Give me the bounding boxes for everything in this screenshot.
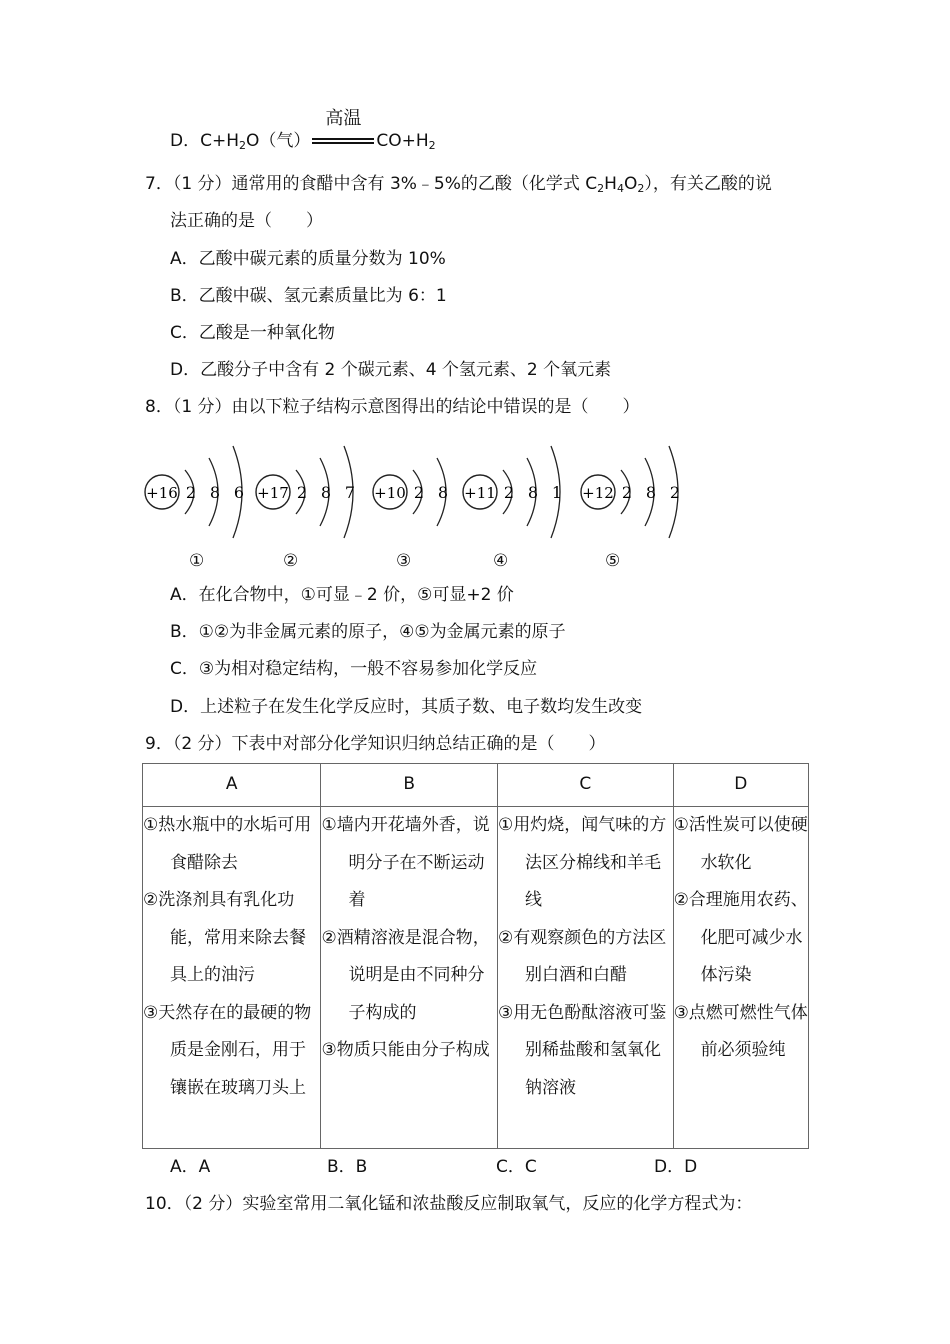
electron-count: 8: [645, 483, 657, 502]
list-item: ②洗涤剂具有乳化功能，常用来除去餐具上的油污: [143, 890, 306, 985]
header-c: C: [498, 764, 674, 807]
cell-d: [673, 807, 808, 1149]
electron-count: 2: [413, 483, 425, 502]
electron-count: 8: [320, 483, 332, 502]
header-d: D: [673, 764, 808, 807]
electron-count: 8: [527, 483, 539, 502]
atom-diagram-3: [373, 458, 448, 526]
atom-diagram-5: [581, 446, 680, 538]
q8-stem: 8．（1 分）由以下粒子结构示意图得出的结论中错误的是（ ）: [145, 397, 640, 417]
electron-count: 8: [209, 483, 221, 502]
particle-structure-diagrams: [140, 428, 700, 546]
list-item: ③点燃可燃性气体前必须验纯: [673, 1002, 808, 1060]
cell-a: [143, 807, 321, 1149]
atom-diagram-4: [463, 446, 562, 538]
atom-label-2: ②: [283, 551, 299, 571]
knowledge-table: [142, 763, 809, 1149]
list-item: ①热水瓶中的水垢可用食醋除去: [143, 815, 312, 873]
atom-label-4: ④: [493, 551, 509, 571]
q7-stem: 7．（1 分）通常用的食醋中含有 3%﹣5%的乙酸（化学式 $C_2H_4O_2$），有关乙酸的说: [145, 174, 772, 195]
electron-count: 2: [296, 483, 308, 502]
header-a: A: [143, 764, 321, 807]
electron-count: 8: [437, 483, 449, 502]
q7-option-a: A．乙酸中碳元素的质量分数为 10%: [170, 249, 446, 269]
nucleus-charge: +17: [257, 484, 289, 502]
list-item: ③用无色酚酞溶液可鉴别稀盐酸和氢氧化钠溶液: [498, 1002, 667, 1098]
q9-option-d: D．D: [654, 1157, 698, 1177]
electron-count: 7: [344, 483, 356, 502]
electron-count: 1: [551, 483, 563, 502]
atom-diagram-2: [256, 446, 355, 538]
q9-stem: 9．（2 分）下表中对部分化学知识归纳总结正确的是（ ）: [145, 734, 606, 754]
list-item: ③天然存在的最硬的物质是金刚石，用于镶嵌在玻璃刀头上: [143, 1002, 312, 1098]
table-header-row: [143, 764, 809, 807]
electron-count: 2: [503, 483, 515, 502]
nucleus-charge: +16: [146, 484, 178, 502]
electron-count: 6: [233, 483, 245, 502]
header-b: B: [321, 764, 498, 807]
nucleus-charge: +10: [374, 484, 406, 502]
q7-option-d: D．乙酸分子中含有 2 个碳元素、4 个氢元素、2 个氧元素: [170, 360, 612, 380]
q8-option-b: B．①②为非金属元素的原子，④⑤为金属元素的原子: [170, 622, 566, 642]
q7-option-c: C．乙酸是一种氧化物: [170, 323, 335, 343]
list-item: ①活性炭可以使硬水软化: [673, 815, 808, 873]
reaction-arrow: [312, 108, 374, 153]
list-item: ①墙内开花墙外香，说明分子在不断运动着: [321, 815, 490, 910]
q8-option-a: A．在化合物中，①可显﹣2 价，⑤可显+2 价: [170, 585, 514, 605]
nucleus-charge: +11: [464, 484, 496, 502]
q10-stem: 10．（2 分）实验室常用二氧化锰和浓盐酸反应制取氧气，反应的化学方程式为：: [145, 1194, 753, 1214]
atom-label-1: ①: [189, 551, 205, 571]
atom-label-5: ⑤: [605, 551, 621, 571]
electron-count: 2: [185, 483, 197, 502]
nucleus-charge: +12: [582, 484, 614, 502]
list-item: ②有观察颜色的方法区别白酒和白醋: [498, 927, 667, 985]
electron-count: 2: [669, 483, 681, 502]
q9-option-a: A．A: [170, 1157, 211, 1177]
reaction-condition: 高温: [325, 108, 362, 129]
electron-count: 2: [621, 483, 633, 502]
cell-b: [321, 807, 498, 1149]
list-item: ③物质只能由分子构成: [321, 1040, 490, 1060]
atom-diagram-1: [145, 446, 244, 538]
q8-option-d: D．上述粒子在发生化学反应时，其质子数、电子数均发生改变: [170, 697, 643, 717]
q7-stem-cont: 法正确的是（ ）: [170, 211, 323, 231]
cell-c: [498, 807, 674, 1149]
q9-option-b: B．B: [327, 1157, 368, 1177]
q8-option-c: C．③为相对稳定结构，一般不容易参加化学反应: [170, 659, 538, 679]
list-item: ②合理施用农药、化肥可减少水体污染: [673, 890, 808, 985]
atom-label-3: ③: [396, 551, 412, 571]
q6-option-d: D．$C+H_2O$（气） 高温 $CO+H_2$: [170, 108, 436, 152]
list-item: ①用灼烧，闻气味的方法区分棉线和羊毛线: [498, 815, 667, 910]
table-row: [143, 807, 809, 1149]
list-item: ②酒精溶液是混合物，说明是由不同种分子构成的: [321, 927, 490, 1023]
q9-option-c: C．C: [496, 1157, 537, 1177]
q7-option-b: B．乙酸中碳、氢元素质量比为 6：1: [170, 286, 447, 306]
